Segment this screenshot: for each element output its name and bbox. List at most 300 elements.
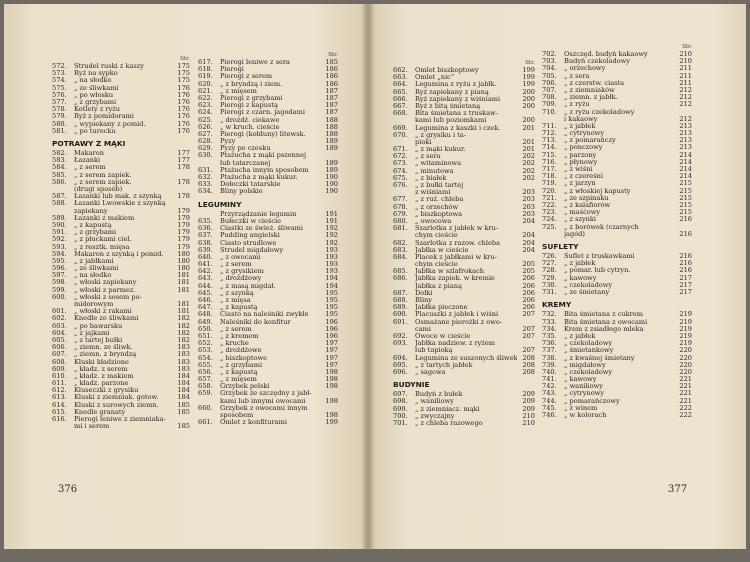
entry-number: 669. [393,123,408,132]
entry-page: 195 [325,288,338,297]
index-entry [52,113,190,120]
index-entry [393,139,535,146]
entry-page: 182 [177,335,190,344]
index-entry [198,412,338,419]
entry-page: 208 [522,360,535,369]
entry-number: 675. [393,173,408,182]
entry-number: 695. [393,360,408,369]
entry-number: 629. [198,144,213,153]
entry-number: 625. [198,115,213,124]
index-entry [52,294,190,301]
entry-number: 622. [198,93,213,102]
entry-title: „ z bułki tartej [415,182,464,189]
entry-number: 591. [52,228,67,237]
entry-number: 701. [393,419,408,428]
entry-number: 615. [52,407,67,416]
index-entry [198,145,338,152]
entry-title: Przyrządzanie legumin [220,210,297,218]
entry-page: 203 [522,188,535,197]
index-entry [542,333,692,340]
index-entry [393,326,535,333]
entry-number: 621. [198,86,213,95]
index-entry [542,73,692,80]
entry-page: 216 [679,229,692,238]
entry-title: „ z jabłek [564,260,596,268]
entry-page: 182 [177,321,190,330]
index-entry [52,272,190,279]
entry-page: 175 [177,62,190,70]
entry-title: Bułeczki w cieście [220,217,282,225]
entry-number [52,423,74,430]
index-entry [393,340,535,347]
entry-page: 189 [325,137,338,146]
entry-title: Grzybek polski [220,383,270,391]
index-entry [52,229,190,236]
entry-page: 221 [679,382,692,391]
entry-title: „ drożdżowy [220,275,262,283]
entry-page: 209 [522,397,535,406]
entry-number: 572. [52,62,67,70]
index-entry [198,304,338,311]
entry-page: 181 [177,271,190,280]
index-entry [52,236,190,243]
index-entry [52,193,190,200]
entry-page: 204 [522,231,535,240]
entry-page: 213 [679,136,692,145]
entry-number: 597. [52,271,67,280]
index-entry [542,166,692,173]
entry-page: 179 [177,220,190,229]
entry-page: 214 [679,165,692,173]
entry-page: 200 [522,94,535,103]
entry-page: 217 [679,273,692,282]
entry-page: 178 [177,177,190,186]
entry-title: Kluseczki z grysiku [74,387,139,395]
index-entry [198,152,338,159]
entry-number: 596. [52,264,67,273]
entry-title: Kluski z ziemniak. gotow. [74,394,159,402]
entry-title: „ z włoskiej kapusty [564,187,631,195]
entry-page: 209 [522,390,535,399]
index-entry [198,138,338,145]
page-column-label: Str. [525,60,535,66]
entry-page: 179 [177,242,190,251]
entry-page: 196 [325,317,338,326]
index-entry [52,416,190,423]
entry-number: 664. [393,80,408,89]
entry-title: Placek z jabłkami w kru- [415,253,497,261]
entry-number: 611. [52,379,67,388]
entry-title: „ z grysikiem [220,268,264,276]
index-entry [198,275,338,282]
index-entry [198,247,338,254]
index-entry [52,244,190,251]
entry-page: 201 [522,145,535,154]
entry-number: 707. [542,85,557,94]
entry-title: cami [415,325,431,333]
index-entry [393,333,535,340]
entry-title: „ drożdż. ciekawe [220,116,280,124]
entry-number: 593. [52,242,67,251]
entry-page: 190 [325,180,338,189]
index-entry [393,196,535,203]
section-heading: BUDYNIE [393,380,430,390]
entry-title: „ z tartych jabłek [415,361,473,369]
entry-title: „ z kapustą [74,221,112,229]
entry-title: „ po bawarsku [74,322,123,330]
index-entry [393,311,535,318]
index-entry [52,208,190,215]
entry-number: 631. [198,165,213,174]
entry-title: Łazanki z makiem [74,214,135,222]
index-entry [198,390,338,397]
entry-page: 183 [177,364,190,373]
entry-number: 583. [52,156,67,165]
page-number-right: 377 [668,484,688,495]
entry-title: midorowym [74,301,114,309]
entry-number: 732. [542,310,557,319]
index-entry [393,319,535,326]
entry-title: (drugi sposób) [74,186,123,194]
index-entry [198,283,338,290]
entry-title: Strudel migdałowy [220,246,284,254]
index-entry [198,211,338,218]
index-entry [393,240,535,247]
entry-number: 684. [393,252,408,261]
entry-title: Kluski z surowych ziemn. [74,401,159,409]
entry-title: Oszczęd. budyń kakaowy [564,51,648,58]
entry-title: „ z jabłek [564,122,596,130]
entry-number: 645. [198,288,213,297]
index-entry [542,376,692,383]
entry-page: 222 [679,403,692,412]
entry-number: 619. [198,72,213,81]
entry-title: „ z czereśni [564,173,603,181]
index-entry [198,117,338,124]
index-entry [542,362,692,369]
entry-title: „ z wiśni [564,166,593,173]
entry-number: 713. [542,136,557,145]
index-entry [393,211,535,218]
index-entry [198,59,338,66]
entry-number: 614. [52,400,67,409]
index-entry [393,398,535,405]
entry-page: 216 [679,252,692,261]
entry-title: „ minutowa [415,167,454,175]
entry-number: 726. [542,252,557,261]
index-entry [393,132,535,139]
entry-page: 176 [177,83,190,92]
entry-page: 178 [177,163,190,172]
entry-title: „ waniliowy [564,383,603,391]
entry-title: „ z serem zapiek. [74,178,132,186]
entry-number: 613. [52,393,67,402]
entry-title: „ z jarzyn [564,180,596,188]
index-entry [393,261,535,268]
entry-number [542,231,564,238]
index-entry [542,188,692,195]
entry-title: „ z serem [220,325,252,333]
entry-title: „ kładz. z makiem [74,372,134,380]
entry-number: 746. [542,411,557,420]
entry-page: 214 [679,157,692,166]
entry-page: 177 [177,149,190,158]
entry-number: 636. [198,224,213,233]
index-entry [393,74,535,81]
entry-title: „ z jajkami [74,329,110,337]
entry-number: 706. [542,78,557,87]
entry-number: 729. [542,273,557,282]
index-entry [52,402,190,409]
entry-number: 683. [393,245,408,254]
index-entry [542,289,692,296]
entry-page: 200 [522,101,535,110]
entry-page: 196 [325,324,338,333]
index-entry [542,109,692,116]
entry-title: „ włoski z parmez. [74,286,136,294]
entry-page: 214 [679,150,692,159]
index-entry [542,398,692,405]
entry-title: „ z szynki [564,216,597,224]
entry-page: 176 [177,126,190,135]
entry-page: 204 [522,238,535,247]
index-entry [542,412,692,419]
index-entry [52,366,190,373]
entry-number: 736. [542,339,557,348]
entry-page: 176 [177,119,190,128]
entry-title: „ ziemn. z jabłk. [564,94,618,102]
entry-title: Bita śmietana z cukrem [564,311,643,319]
entry-page: 195 [325,303,338,312]
entry-title: „ owocowa [415,217,452,225]
entry-number: 705. [542,71,557,80]
index-entry [393,125,535,132]
index-entry [542,123,692,130]
entry-title: „ kruche [220,340,249,348]
index-entry [542,340,692,347]
entry-number: 647. [198,303,213,312]
entry-title: Ryż zapiekany z pianą [415,88,489,96]
entry-title: Makaron [74,150,104,158]
entry-title: „ z mięsem [220,376,257,384]
entry-number: 628. [198,137,213,146]
entry-title: zapiekany [74,207,108,215]
entry-title: Łazanki Lwowskie z szynką [74,200,166,208]
entry-page: 176 [177,105,190,114]
entry-title: „ z grzybami [74,229,117,237]
index-entry [52,409,190,416]
entry-number: 590. [52,220,67,229]
entry-page: 211 [679,71,692,80]
entry-title: „ z kapustą [220,304,258,312]
index-entry [542,152,692,159]
entry-title: Ciasto strudlowe [220,239,277,247]
entry-page: 207 [522,331,535,340]
entry-title: „ włoski z rakami [74,308,132,316]
entry-title: „ wypiekany z pomid. [74,120,146,128]
entry-title: lub tatarczanej [220,159,271,167]
entry-title: Dołki [415,289,433,297]
entry-title: Pierogi leniwe z ziemniaka- [74,416,166,424]
entry-page: 221 [679,389,692,398]
index-entry [542,311,692,318]
entry-page: 212 [679,100,692,109]
page-column-label: Str. [682,44,692,50]
entry-number: 745. [542,403,557,412]
index-entry [198,355,338,362]
index-entry [198,326,338,333]
index-entry [542,369,692,376]
index-entry [52,85,190,92]
entry-page: 198 [325,375,338,384]
entry-page: 215 [679,208,692,217]
entry-number: 686. [393,274,408,283]
entry-title: „ kładz. z serem [74,365,128,373]
entry-page: 188 [325,129,338,138]
entry-number: 610. [52,371,67,380]
entry-page: 202 [522,166,535,175]
entry-title: Bliny polskie [220,188,263,196]
index-entry [198,333,338,340]
entry-page: 215 [679,179,692,188]
entry-page: 175 [177,69,190,78]
index-entry [198,102,338,109]
index-entry [393,406,535,413]
entry-number: 635. [198,216,213,225]
entry-page: 179 [177,228,190,237]
entry-number: 682. [393,238,408,247]
entry-title: Ryż zapiekany z wiśniami [415,95,501,103]
entry-title: „ z borówek (czarnych [564,223,639,231]
entry-page: 194 [325,274,338,283]
entry-page: 221 [679,396,692,405]
entry-number: 687. [393,288,408,297]
entry-page: 190 [325,187,338,196]
entry-number: 715. [542,150,557,159]
entry-page: 197 [325,360,338,369]
entry-title: Kotlety z ryżu [74,106,121,114]
index-entry [52,172,190,179]
entry-title: „ z serem [220,261,252,269]
entry-page: 188 [325,115,338,124]
entry-title: „ ze śmietany [564,289,610,297]
index-entry [198,311,338,318]
index-entry [52,265,190,272]
entry-title: „ z sera [415,153,441,161]
entry-title: Pierogi z kapustą [220,102,278,110]
entry-page: 192 [325,224,338,233]
index-entry [52,315,190,322]
entry-title: „ w kolorach [564,412,607,420]
entry-title: Bita śmietana z owocami [564,318,648,326]
entry-title: „ z kalafiorów [564,201,611,209]
entry-title: „ czekoladowy [564,340,613,348]
entry-title: „ z jabłkami [74,257,114,265]
index-entry [542,347,692,354]
entry-number: 709. [542,100,557,109]
entry-number: 650. [198,324,213,333]
entry-page: 201 [522,123,535,132]
entry-number: 680. [393,216,408,225]
entry-title: „ z chleba razowego [415,420,483,428]
entry-title: Strudel ruski z kaszy [74,63,144,70]
entry-number: 589. [52,213,67,222]
entry-page: 205 [522,267,535,276]
index-entry [393,297,535,304]
entry-title: Makaron z szynką i pomid. [74,250,164,258]
index-entry [52,106,190,113]
entry-page: 198 [325,396,338,405]
entry-title: kami lub innymi owocami [220,397,306,405]
entry-page: 216 [679,259,692,268]
index-entry [198,383,338,390]
index-entry [542,130,692,137]
entry-title: „ zwyczajny [415,412,455,420]
index-entry [542,173,692,180]
index-entry [52,200,190,207]
index-entry [393,225,535,232]
entry-number: 634. [198,187,213,196]
entry-page: 176 [177,112,190,121]
index-column-3 [393,60,535,427]
entry-number: 663. [393,73,408,82]
entry-title: „ cytrynowy [564,390,605,398]
index-entry [542,282,692,289]
entry-title: Łazanki lub mak. z szynką [74,193,162,201]
entry-title: Ptażucha z mąki kukur. [220,174,298,181]
entry-page: 215 [679,186,692,195]
entry-page: 182 [177,314,190,323]
entry-number: 743. [542,389,557,398]
entry-page: 187 [325,86,338,95]
entry-number: 579. [52,112,67,121]
entry-title: „ parzony [564,151,597,159]
entry-page: 181 [177,285,190,294]
entry-page: 213 [679,129,692,138]
entry-title: „ z ruż. chleba [415,196,464,204]
entry-number: 648. [198,310,213,319]
entry-number: 588. [52,199,67,208]
entry-number: 651. [198,331,213,340]
entry-title: „ z kapustą [220,368,258,376]
entry-page: 181 [177,278,190,287]
entry-number: 712. [542,129,557,138]
entry-number: 672. [393,152,408,161]
entry-title: „ kawowy [564,274,597,282]
entry-number: 592. [52,235,67,244]
entry-title: Naleśniki do konfitur [220,318,291,326]
entry-title: Jabłka pieczone [415,304,468,312]
index-entry [542,180,692,187]
index-entry [52,308,190,315]
entry-number: 609. [52,364,67,373]
entry-title: „ czekoladowy [564,281,613,289]
entry-title: Knedle ze śliwkami [74,315,139,323]
entry-title: Łazanki [74,157,101,165]
index-entry [198,109,338,116]
entry-number: 733. [542,317,557,326]
index-entry [198,218,338,225]
entry-page: 199 [522,80,535,89]
entry-number: 641. [198,260,213,269]
entry-number: 741. [542,375,557,384]
entry-title: „ ziemn. z bryndzą [74,351,137,359]
index-entry [542,355,692,362]
entry-number: 656. [198,367,213,376]
entry-page: 215 [679,193,692,202]
entry-title: „ z sera [564,72,590,80]
entry-title: „ z pomarańczy [564,137,616,145]
